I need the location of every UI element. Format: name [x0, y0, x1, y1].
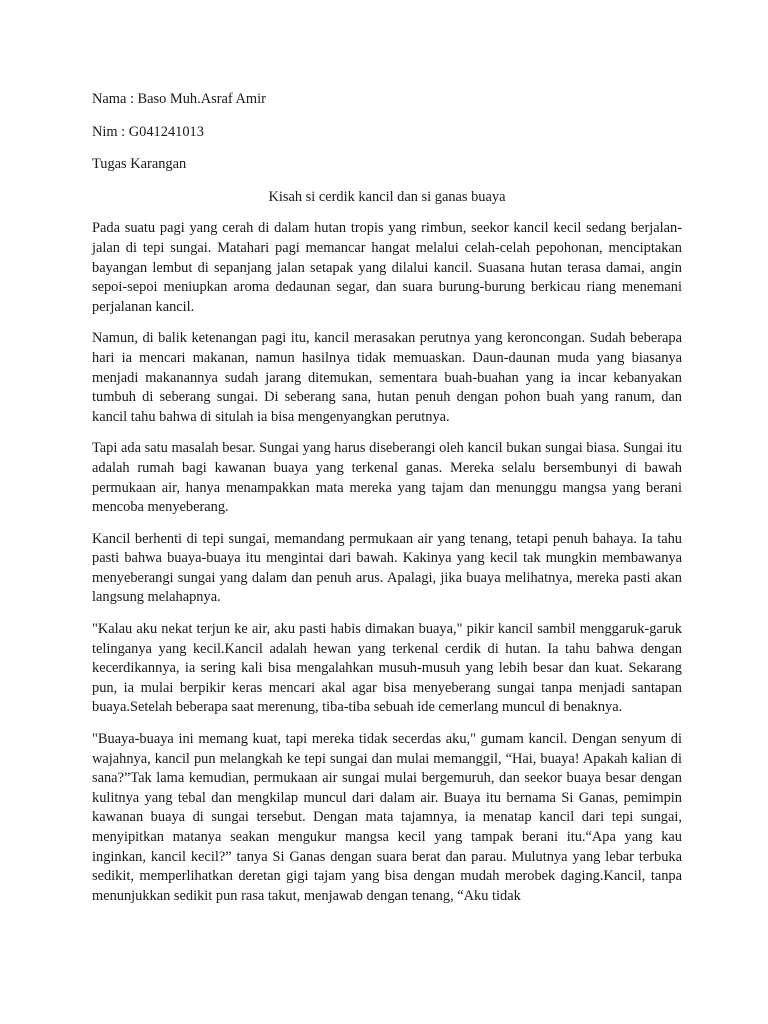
document-body: [92, 90, 682, 906]
story-paragraph: Pada suatu pagi yang cerah di dalam hutan tropis yang rimbun, seekor kancil kecil sedang berjalan-jalan di tepi sungai. Matahari pagi memancar hangat melalui celah-celah pepohonan, menciptakan bayangan lembut di sepanjang jalan setapak yang dilalui kancil. Suasana hutan terasa damai, angin sepoi-sepoi meniupkan aroma dedaunan segar, dan suara burung-burung berkicau riang menemani perjalanan kancil.: [92, 220, 682, 315]
story-title: Kisah si cerdik kancil dan si ganas buaya: [268, 188, 506, 205]
story-paragraph: Tapi ada satu masalah besar. Sungai yang harus diseberangi oleh kancil bukan sungai biasa. Sungai itu adalah rumah bagi kawanan buaya yang terkenal ganas. Mereka selalu bersembunyi di bawah permukaan air, hanya menampakkan mata mereka yang tajam dan menunggu mangsa yang berani mencoba menyeberang.: [92, 440, 682, 516]
story-paragraph: Namun, di balik ketenangan pagi itu, kancil merasakan perutnya yang keroncongan. Sudah beberapa hari ia mencari makanan, namun hasilnya tidak memuaskan. Daun-daunan muda yang biasanya menjadi makanannya sudah jarang ditemukan, sementara buah-buahan yang ia incar kebanyakan tumbuh di seberang sungai. Di seberang sana, hutan penuh dengan pohon buah yang ranum, dan kancil tahu bahwa di situlah ia bisa mengenyangkan perutnya.: [92, 330, 682, 425]
student-name: Nama : Baso Muh.Asraf Amir: [92, 91, 266, 107]
story-paragraph: "Buaya-buaya ini memang kuat, tapi mereka tidak secerdas aku," gumam kancil. Dengan senyum di wajahnya, kancil pun melangkah ke tepi sungai dan mulai memanggil, “Hai, buaya! Apakah kalian di sana?”Tak lama kemudian, permukaan air sungai mulai bergemuruh, dan seekor buaya besar dengan kulitnya yang tebal dan mengkilap muncul dari dalam air. Buaya itu bernama Si Ganas, pemimpin kawanan buaya di sungai tersebut. Dengan mata tajamnya, ia menatap kancil dari tepi sungai, menyipitkan matanya seakan mengukur mangsa kecil yang tampak berani itu.“Apa yang kau inginkan, kancil kecil?” tanya Si Ganas dengan suara berat dan parau. Mulutnya yang lebar terbuka sedikit, memperlihatkan deretan gigi tajam yang bisa dengan mudah merobek daging.Kancil, tanpa menunjukkan sedikit pun rasa takut, menjawab dengan tenang, “Aku tidak: [92, 731, 682, 904]
assignment-label: Tugas Karangan: [92, 156, 187, 173]
student-nim: Nim : G041241013: [92, 123, 204, 140]
story-paragraph: "Kalau aku nekat terjun ke air, aku pasti habis dimakan buaya," pikir kancil sambil menggaruk-garuk telinganya yang kecil.Kancil adalah hewan yang terkenal cerdik di hutan. Ia tahu bahwa dengan kecerdikannya, ia sering kali bisa mengalahkan musuh-musuh yang lebih besar dan kuat. Sekarang pun, ia mulai berpikir keras mencari akal agar bisa menyeberang sungai tanpa menjadi santapan buaya.Setelah beberapa saat merenung, tiba-tiba sebuah ide cemerlang muncul di benaknya.: [92, 621, 682, 716]
story-paragraph: Kancil berhenti di tepi sungai, memandang permukaan air yang tenang, tetapi penuh bahaya. Ia tahu pasti bahwa buaya-buaya itu mengintai dari bawah. Kakinya yang kecil tak mungkin membawanya menyeberangi sungai yang dalam dan penuh arus. Apalagi, jika buaya melihatnya, mereka pasti akan langsung melahapnya.: [92, 530, 682, 606]
